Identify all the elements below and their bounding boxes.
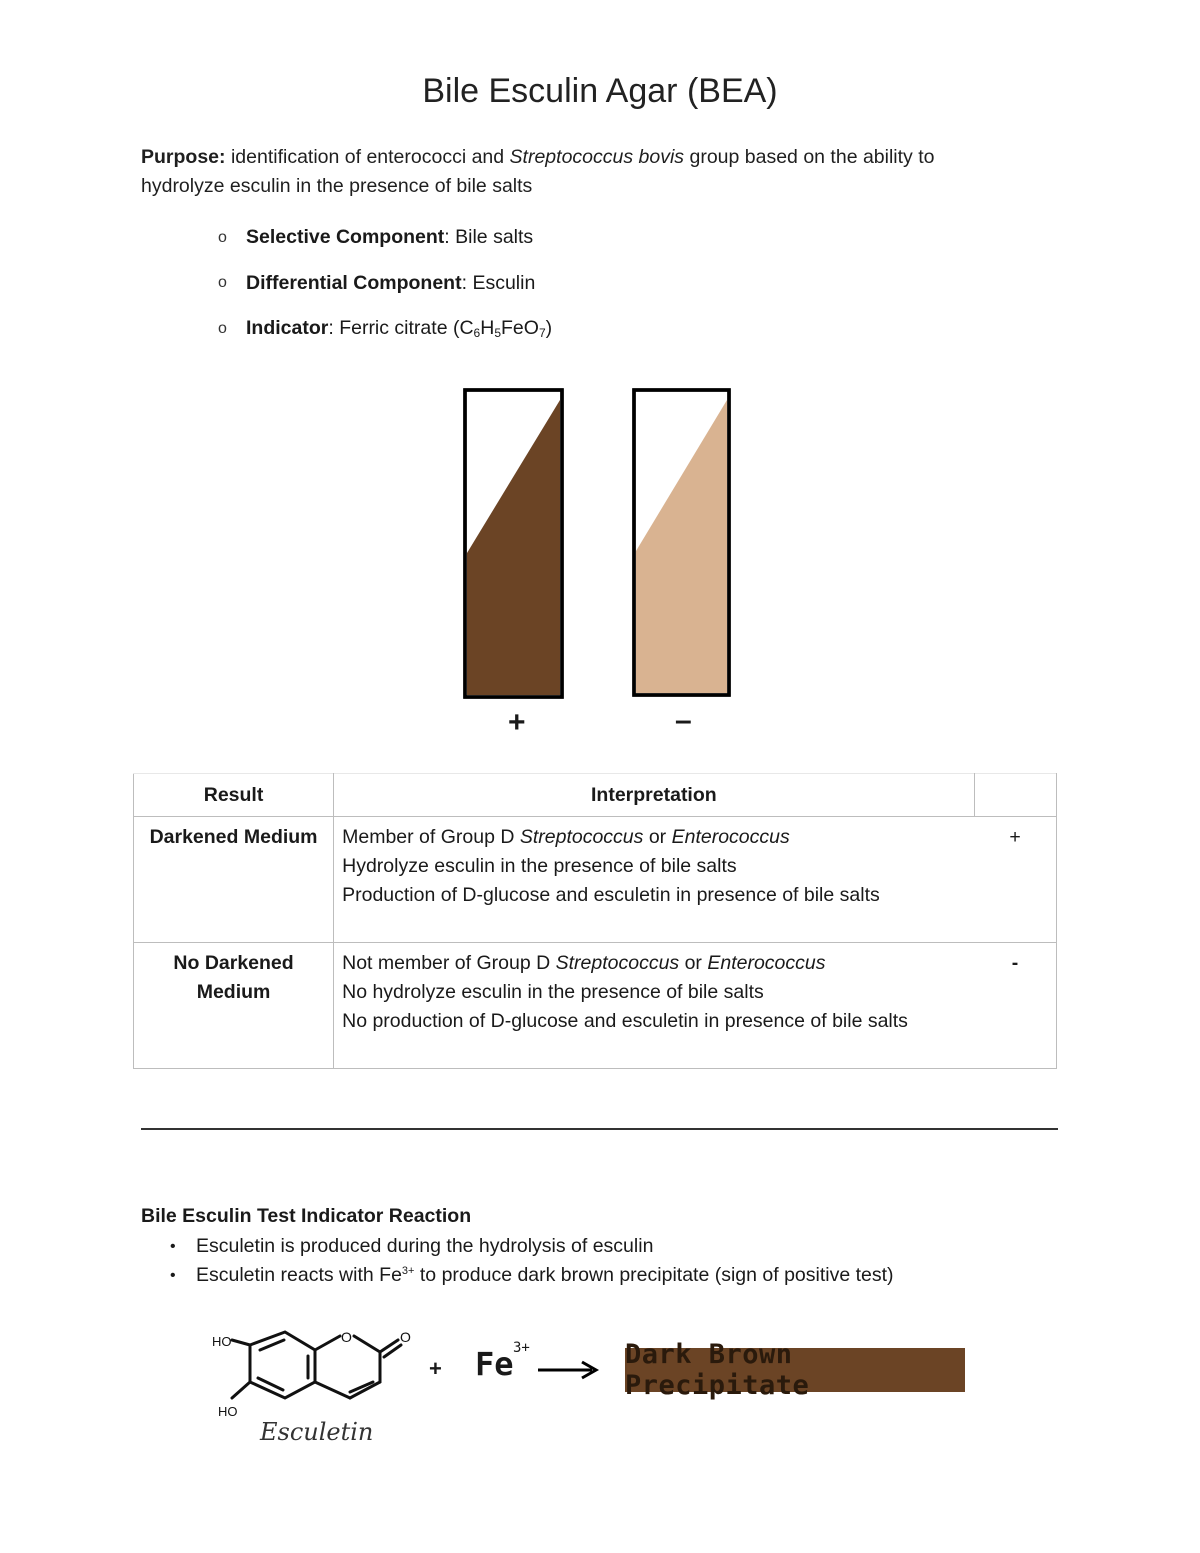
reaction-bullets: [170, 1232, 894, 1290]
component-value: Bile salts: [455, 226, 534, 249]
results-table: [133, 773, 1057, 1069]
purpose-organism: Streptococcus bovis: [509, 146, 685, 168]
components-list: [218, 215, 552, 352]
hollow-bullet-icon: o: [218, 319, 227, 337]
component-indicator: o Indicator : Ferric citrate $(C_6H_5FeO_7)$: [218, 317, 553, 341]
bullet-icon: •: [170, 1237, 176, 1255]
result-cell: No Darkened Medium: [134, 943, 334, 1069]
negative-sign: –: [675, 704, 692, 737]
sign-cell: -: [974, 943, 1056, 1069]
product-label: Dark Brown Precipitate: [625, 1339, 810, 1401]
component-value: Ferric citrate $(C_6H_5FeO_7)$: [339, 317, 553, 341]
list-item: • Esculetin is produced during the hydrolysis of esculin: [170, 1235, 654, 1257]
negative-tube: [634, 390, 729, 695]
positive-tube: [465, 390, 562, 697]
table-row: [134, 943, 1057, 1069]
hollow-bullet-icon: o: [218, 274, 227, 292]
purpose-text-1: identification of enterococci and: [230, 146, 510, 168]
atom-o: O: [341, 1329, 352, 1345]
component-selective: o Selective Component : Bile salts: [218, 226, 534, 249]
esculetin-label: Esculetin: [260, 1418, 374, 1446]
positive-sign: +: [508, 706, 526, 739]
iron-symbol: Fe: [475, 1345, 514, 1383]
section-divider: [141, 1128, 1058, 1130]
component-label: Indicator: [246, 317, 329, 340]
purpose-text-2: group based on the ability to: [684, 146, 935, 168]
atom-ho: HO: [212, 1334, 232, 1349]
header-sign: [974, 774, 1056, 817]
component-label: Differential Component: [246, 271, 462, 294]
bullet-icon: •: [170, 1266, 176, 1284]
product-precipitate: [625, 1339, 965, 1401]
interpretation-cell: Member of Group D Streptococcus or Enterococcus Hydrolyze esculin in the presence of bile salts Production of D-glucose and esculetin in presence of bile salts: [334, 817, 974, 943]
component-value: Esculin: [472, 271, 536, 294]
plus-sign: +: [429, 1356, 442, 1381]
agar-tubes-illustration: [455, 380, 745, 750]
component-differential: o Differential Component : Esculin: [218, 271, 536, 294]
result-cell: Darkened Medium: [134, 817, 334, 943]
table-row: [134, 817, 1057, 943]
interpretation-cell: Not member of Group D Streptococcus or Enterococcus No hydrolyze esculin in the presence of bile salts No production of D-glucose and esculetin in presence of bile salts: [334, 943, 974, 1069]
reaction-heading: Bile Esculin Test Indicator Reaction: [141, 1205, 472, 1227]
hollow-bullet-icon: o: [218, 228, 227, 246]
purpose-text-3: hydrolyze esculin in the presence of bile salts: [141, 175, 533, 197]
header-result: Result: [134, 774, 334, 817]
atom-o: O: [400, 1329, 411, 1345]
header-interpretation: Interpretation: [334, 774, 974, 817]
component-label: Selective Component: [246, 226, 445, 249]
atom-ho: HO: [218, 1404, 238, 1419]
purpose-label: Purpose: [141, 146, 220, 168]
page-title: Bile Esculin Agar (BEA): [422, 72, 778, 110]
sign-cell: +: [974, 817, 1056, 943]
list-item: • Esculetin reacts with $Fe^{3+}$ to produce dark brown precipitate (sign of positive test): [170, 1264, 894, 1286]
iron-charge: 3+: [513, 1340, 530, 1356]
purpose-paragraph: Purpose: identification of enterococci and Streptococcus bovis group based on the ability to hydrolyze esculin in the presence of bile salts: [141, 146, 935, 197]
